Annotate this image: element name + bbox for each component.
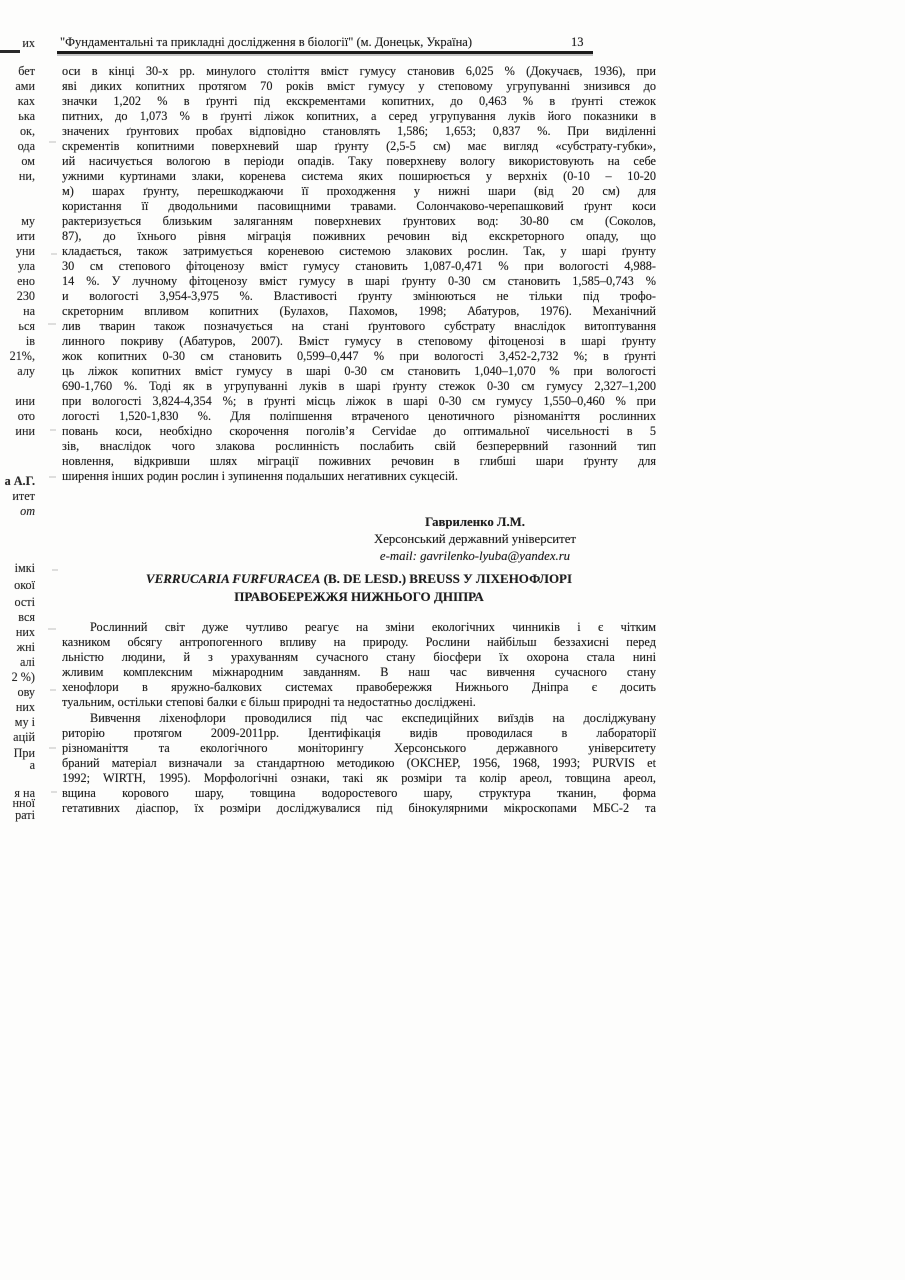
margin-fragment: жні xyxy=(16,640,35,654)
text-line: яві диких копитних протягом 70 років вміст гумусу у степовому угрупуванні знизився до xyxy=(62,79,656,93)
page-number: 13 xyxy=(571,35,584,49)
text-line: туальним, остільки степові балки є більш природні та недостатньо досліджені. xyxy=(62,695,476,709)
article-title-line1 xyxy=(62,570,656,588)
text-line: линного покриву (Абатуров, 2007). Вміст гумусу в степовому фітоценозі в шарі ґрунту xyxy=(62,334,656,348)
left-margin-bleed xyxy=(0,0,38,900)
margin-fragment: ини xyxy=(15,394,35,408)
author-affiliation: Херсонський державний університет xyxy=(373,532,576,546)
margin-fragment: ула xyxy=(17,259,35,273)
margin-fragment: ода xyxy=(17,139,35,153)
margin-fragment: раті xyxy=(15,808,35,822)
margin-fragment: ька xyxy=(18,109,35,123)
margin-fragment: 21%, xyxy=(9,349,35,363)
text-line: жливим комплексним міжнародним завданням. В наш час вивчення сучасного стану xyxy=(62,665,656,679)
scan-artifact xyxy=(50,689,56,691)
previous-article-text xyxy=(62,64,656,484)
margin-fragment: ами xyxy=(15,79,35,93)
scan-artifact xyxy=(48,323,56,325)
scan-artifact xyxy=(49,141,56,143)
margin-fragment: итет xyxy=(12,489,35,503)
text-line: при вологості 3,824-4,354 %; в ґрунті місць ліжок в шарі 0-30 см гумусу 1,550–0,460 % при xyxy=(62,394,656,408)
article-title-rest: (B. DE LESD.) BREUSS У ЛІХЕНОФЛОРІ xyxy=(320,571,573,586)
margin-fragment: 230 xyxy=(16,289,35,303)
text-line: ий насичується вологою в періоди опадів. Таку поверхневу вологу використовують на себе xyxy=(62,154,656,168)
margin-fragment: них xyxy=(15,625,35,639)
margin-fragment: om xyxy=(20,504,35,518)
margin-fragment: них xyxy=(15,700,35,714)
text-line: логості 1,520-1,830 %. Для поліпшення втраченого ценотичного різноманіття рослинних xyxy=(62,409,656,423)
margin-fragment: ів xyxy=(25,334,35,348)
text-line: рактеризується близьким заляганням поверхневих ґрунтових вод: 30-80 см (Соколов, xyxy=(62,214,656,228)
margin-fragment: му xyxy=(21,214,35,228)
margin-fragment: ься xyxy=(18,319,35,333)
margin-fragment: вся xyxy=(18,610,35,624)
margin-fragment: алі xyxy=(20,655,35,669)
scan-artifact xyxy=(50,429,56,431)
margin-fragment: му і xyxy=(14,715,35,729)
margin-fragment: ити xyxy=(16,229,35,243)
margin-fragment: бет xyxy=(18,64,35,78)
text-line: новлення, відкривши шлях міграції поживних речовин в глибші шари ґрунту для xyxy=(62,454,656,468)
facing-page-rule-stub xyxy=(0,50,20,53)
text-line: оси в кінці 30-х рр. минулого століття вміст гумусу становив 6,025 % (Докучаєв, 1936), при xyxy=(62,64,656,78)
running-header: "Фундаментальні та прикладні дослідження в біології" (м. Донецьк, Україна) xyxy=(60,35,472,49)
scan-artifact xyxy=(48,628,56,630)
text-line: лив тварин також позначується на стані ґрунтового субстрату внаслідок витоптування xyxy=(62,319,656,333)
text-line: 14 %. У лучному фітоценозу вміст гумусу в шарі ґрунту 0-30 см становить 1,585–0,743 % xyxy=(62,274,656,288)
margin-fragment: я на xyxy=(14,786,35,800)
text-line: ць ліжок копитних вміст гумусу в шарі 0-30 см становить 1,040–1,070 % при вологості xyxy=(62,364,656,378)
margin-fragment: нної xyxy=(12,796,35,810)
author-block xyxy=(290,514,660,565)
margin-fragment: ках xyxy=(17,94,35,108)
text-line: жок копитних 0-30 см становить 0,599–0,447 % при вологості 3,452-2,732 %; в ґрунті xyxy=(62,349,656,363)
article-paragraph-1 xyxy=(62,620,656,710)
margin-fragment: імкі xyxy=(14,561,35,575)
text-line: 1992; WIRTH, 1995). Морфологічні ознаки, такі як розміри та колір ареол, товщина ареол, xyxy=(62,771,656,785)
margin-fragment: уни xyxy=(15,244,35,258)
text-line: користання її дводольними пасовищними травами. Солончаково-черепашковий ґрунт коси xyxy=(62,199,656,213)
text-line: різноманіття та екологічного моніторингу Херсонського державного університету xyxy=(62,741,656,755)
margin-fragment: а xyxy=(29,758,35,772)
text-line: значених ґрунтових пробах відповідно становлять 1,586; 1,653; 0,837 %. При виділенні xyxy=(62,124,656,138)
text-line: вщина корового шару, товщина водоростевого шару, структура тканин, форма xyxy=(62,786,656,800)
text-line: и вологості 3,954-3,975 %. Властивості ґрунту змінюються не тільки під трофо- xyxy=(62,289,656,303)
margin-fragment: на xyxy=(23,304,35,318)
scan-artifact xyxy=(49,747,56,749)
margin-fragment: ото xyxy=(17,409,35,423)
margin-fragment: а А.Г. xyxy=(4,474,35,488)
margin-fragment: ову xyxy=(17,685,35,699)
margin-fragment: окої xyxy=(14,578,35,592)
text-line: Рослинний світ дуже чутливо реагує на зміни екологічних чинників і є чітким xyxy=(90,620,656,634)
margin-fragment: ості xyxy=(14,595,35,609)
scan-artifact xyxy=(51,253,57,255)
text-line: хенофлори в яружно-балкових системах правобережжя Нижнього Дніпра є досить xyxy=(62,680,656,694)
margin-fragment: 2 %) xyxy=(11,670,35,684)
article-title xyxy=(62,570,656,606)
text-line: риторію протягом 2009-2011рр. Ідентифікація видів проводилася в лабораторії xyxy=(62,726,656,740)
text-line: ширення інших родин рослин і зупинення подальших негативних сукцесій. xyxy=(62,469,458,483)
scan-artifact xyxy=(51,791,57,793)
text-line: 30 см степового фітоценозу вміст гумусу становить 1,087-0,471 % при вологості 4,988- xyxy=(62,259,656,273)
species-latin-name: VERRUCARIA FURFURACEA xyxy=(145,571,321,586)
article-paragraph-2 xyxy=(62,711,656,816)
margin-fragment: ом xyxy=(21,154,35,168)
text-line: 690-1,760 %. Тоді як в угрупуванні луків в шарі ґрунту стежок 0-30 см гумусу 2,327–1,200 xyxy=(62,379,656,393)
scan-artifact xyxy=(52,569,58,571)
header-rule xyxy=(57,51,593,54)
margin-fragment: ено xyxy=(16,274,35,288)
author-email: e-mail: gavrilenko-lyuba@yandex.ru xyxy=(379,549,571,563)
margin-fragment: ни, xyxy=(18,169,35,183)
text-line: кладається, також затримується кореневою системою злакових рослин. Так, у шарі ґрунту xyxy=(62,244,656,258)
text-line: питних, до 1,073 % в ґрунті ліжок копитних, а серед угрупування луків його показники в xyxy=(62,109,656,123)
text-line: повань коси, необхідно скорочення поголів’я Cervidae до оптимальної чисельності в 5 xyxy=(62,424,656,438)
margin-fragment: ацій xyxy=(13,730,35,744)
text-line: 87), до їхнього рівня міграція поживних речовин від екскреторного опаду, що xyxy=(62,229,656,243)
margin-fragment: их xyxy=(22,36,35,50)
margin-fragment: алу xyxy=(17,364,35,378)
margin-fragment: ини xyxy=(15,424,35,438)
article-title-line2: ПРАВОБЕРЕЖЖЯ НИЖНЬОГО ДНІПРА xyxy=(234,589,484,604)
text-line: ужними куртинами злаки, коренева система яких поширюється у верхніх (0-10 – 10-20 xyxy=(62,169,656,183)
text-line: казником обсягу антропогенного впливу на природу. Рослини найбільш беззахисні перед xyxy=(62,635,656,649)
text-line: Вивчення ліхенофлори проводилися під час експедиційних виїздів на досліджувану xyxy=(90,711,656,725)
text-line: гетативних діаспор, їх розміри досліджувалися під бінокулярними мікроскопами МБС-2 та xyxy=(62,801,656,815)
text-line: браний матеріал визначали за стандартною методикою (ОКСНЕР, 1956, 1968, 1993; PURVIS et xyxy=(62,756,656,770)
margin-fragment: ок, xyxy=(19,124,35,138)
text-line: скреторним впливом копитних (Булахов, Пахомов, 1998; Абатуров, 1976). Механічний xyxy=(62,304,656,318)
scan-artifact xyxy=(49,476,56,478)
text-line: льністю людини, й з урахуванням сучасного стану біосфери їх охорона стала нині xyxy=(62,650,656,664)
text-line: значки 1,202 % в ґрунті під екскрементами копитних, до 0,463 % в ґрунті стежок xyxy=(62,94,656,108)
text-line: зів, внаслідок чого злакова рослинність послабить свій безперервний газонний тип xyxy=(62,439,656,453)
text-line: м) шарах ґрунту, перешкоджаючи її проходження у нижні шари (від 20 см) для xyxy=(62,184,656,198)
margin-fragment: При xyxy=(13,746,35,760)
text-line: скрементів копитними поверхневий шар ґрунту (2,5-5 см) має вигляд «субстрату-губки», xyxy=(62,139,656,153)
author-name: Гавриленко Л.М. xyxy=(425,515,525,529)
